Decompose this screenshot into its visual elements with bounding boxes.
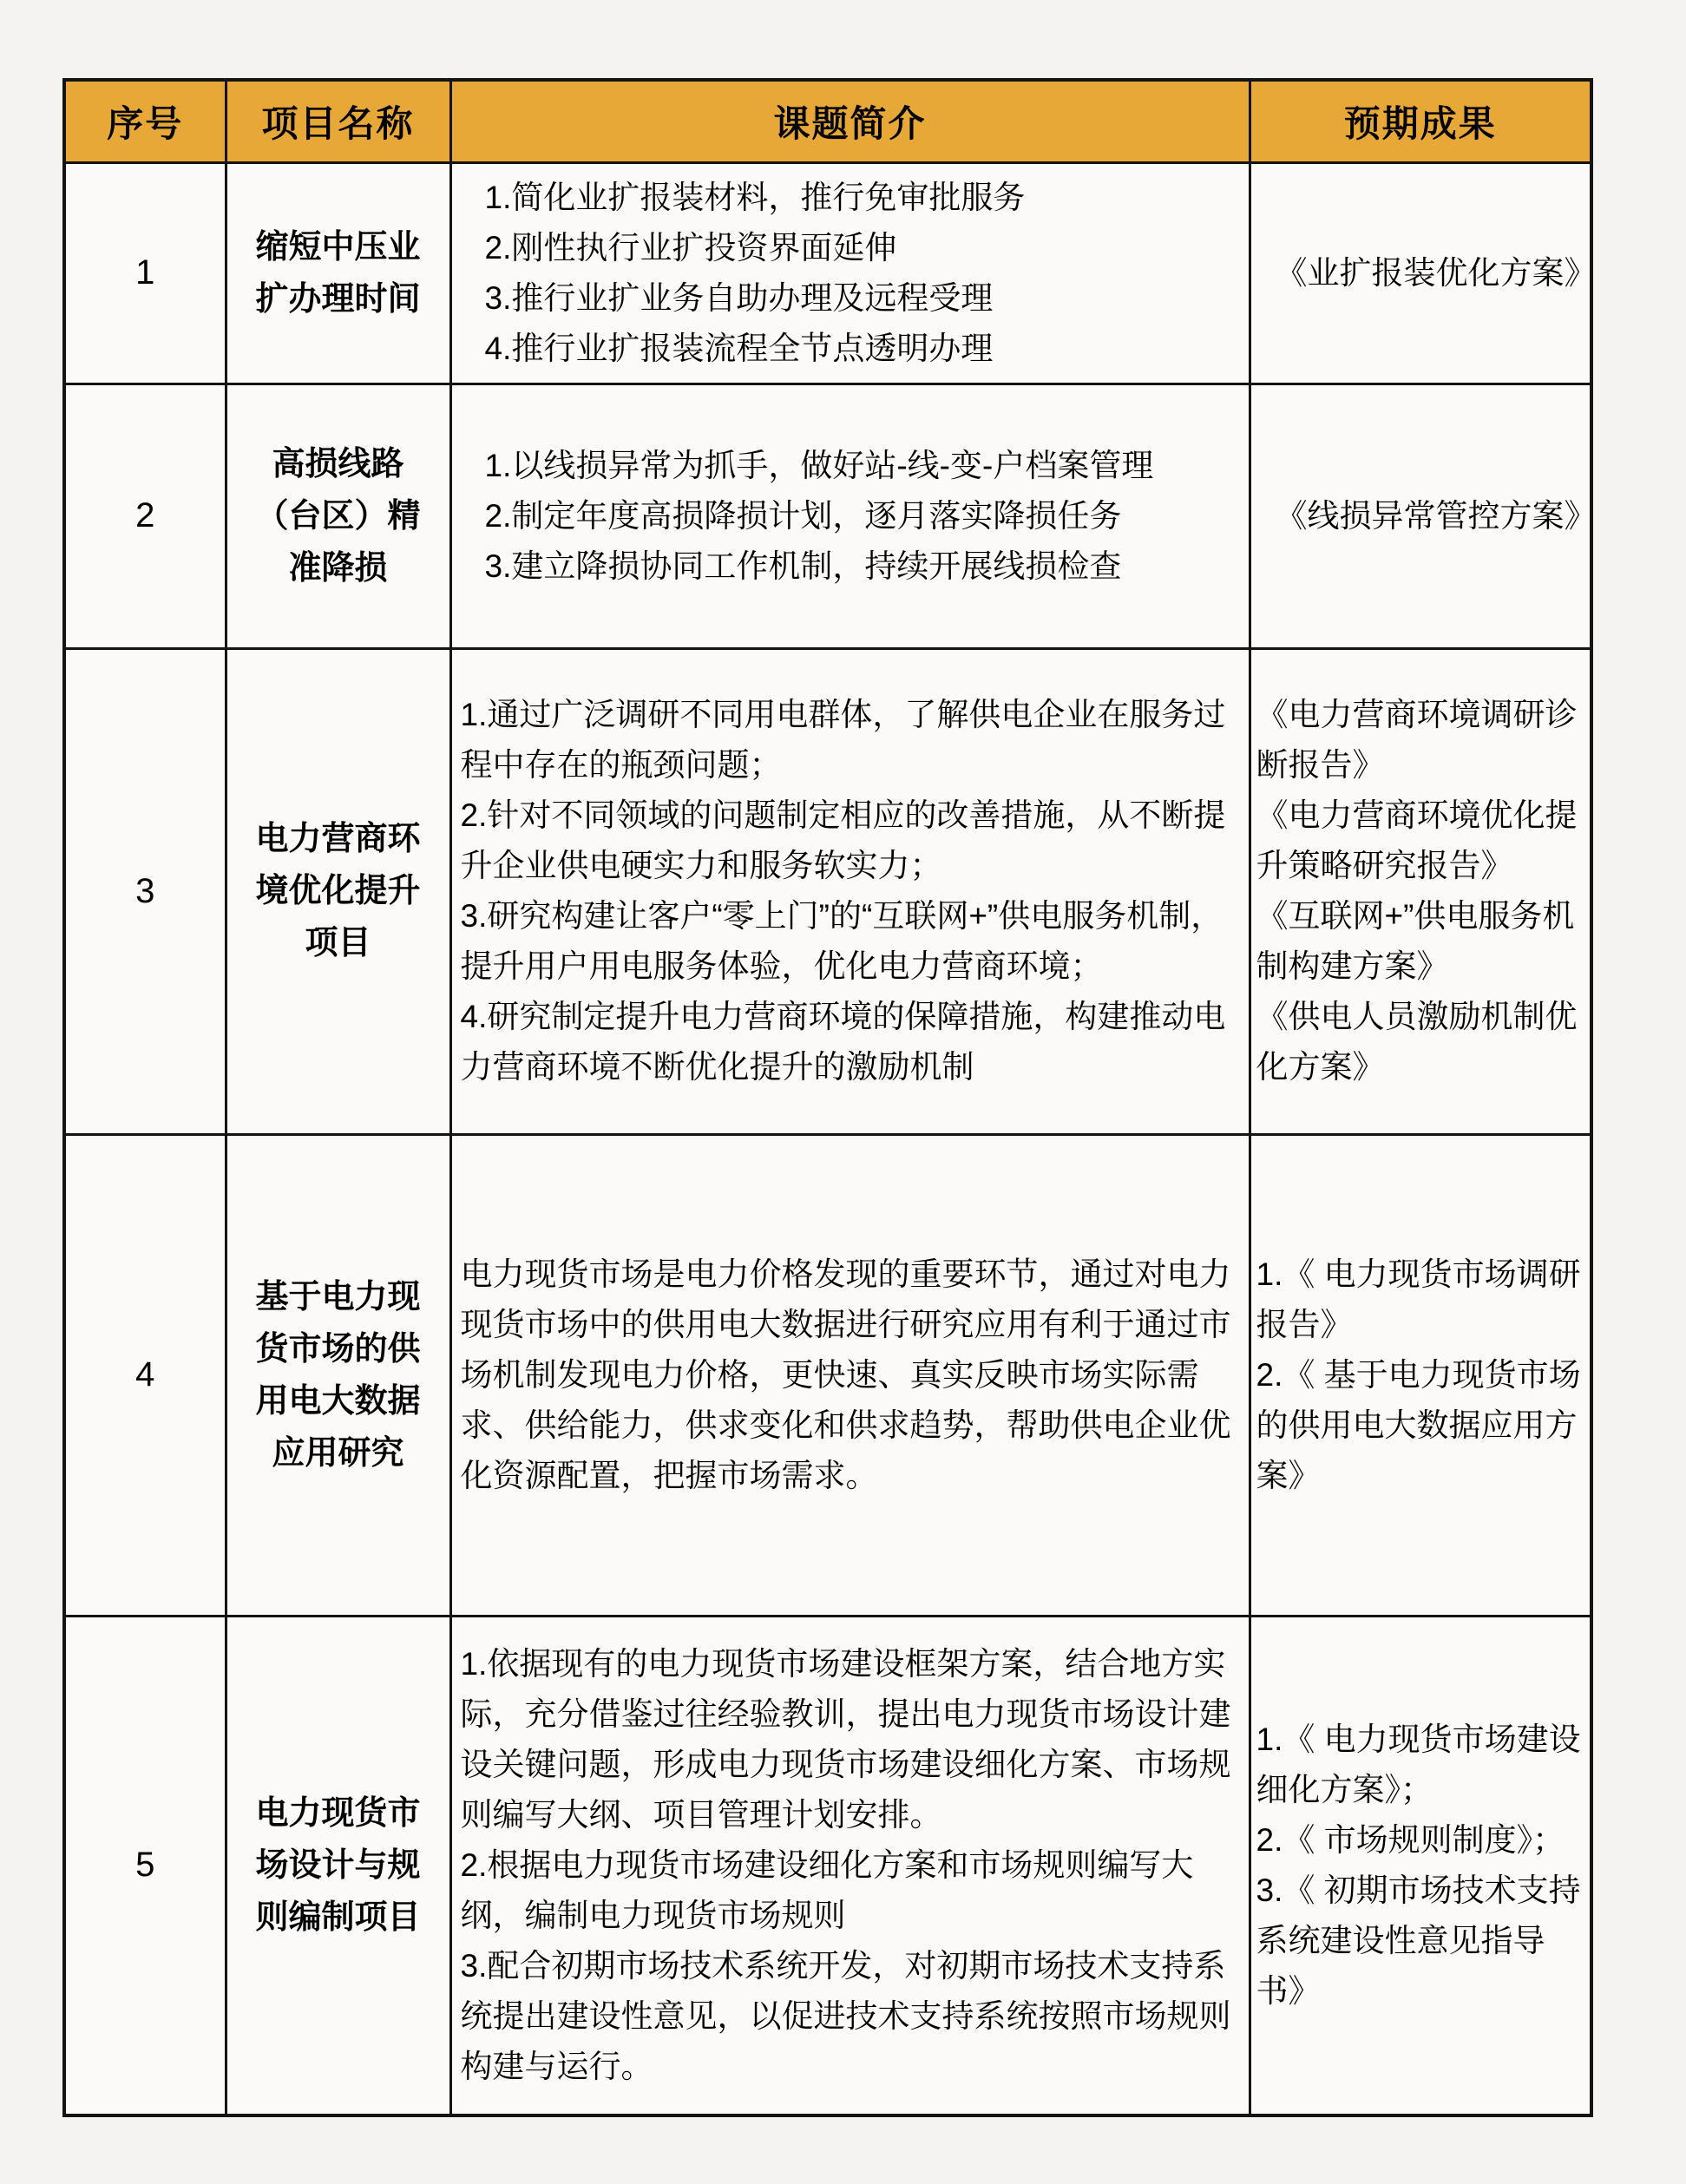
cell-expected-results — [1250, 1616, 1591, 2115]
intro-paragraph: 3.研究构建让客户“零上门”的“互联网+”供电服务机制，提升用户用电服务体验，优化电力营商环境； — [460, 898, 1223, 984]
cell-topic-intro — [450, 648, 1250, 1134]
table-row — [64, 1616, 1591, 2115]
cell-topic-intro — [450, 1616, 1250, 2115]
cell-serial: 3 — [64, 648, 226, 1134]
cell-project-name: 缩短中压业扩办理时间 — [226, 162, 450, 384]
intro-paragraph: 1.通过广泛调研不同用电群体，了解供电企业在服务过程中存在的瓶颈问题； — [460, 697, 1226, 783]
result-item: 《电力营商环境调研诊断报告》 — [1256, 697, 1578, 783]
cell-topic-intro — [450, 1134, 1250, 1616]
cell-topic-intro — [450, 162, 1250, 384]
projects-table — [62, 78, 1597, 2117]
table-row — [64, 1134, 1591, 1616]
intro-paragraph: 2.根据电力现货市场建设细化方案和市场规则编写大纲，编制电力现货市场规则 — [460, 1846, 1194, 1933]
cell-expected-results — [1250, 648, 1591, 1134]
intro-paragraph: 4.推行业扩报装流程全节点透明办理 — [484, 330, 994, 366]
intro-paragraph: 1.依据现有的电力现货市场建设框架方案，结合地方实际，充分借鉴过往经验教训，提出电力现货市场设计建设关键问题，形成电力现货市场建设细化方案、市场规则编写大纲、项目管理计划安排。 — [460, 1645, 1231, 1833]
cell-serial: 1 — [64, 162, 226, 384]
result-item: 《互联网+”供电服务机制构建方案》 — [1256, 898, 1575, 984]
table-row — [64, 384, 1591, 648]
intro-paragraph: 1.简化业扩报装材料，推行免审批服务 — [484, 179, 1026, 215]
table-row — [64, 648, 1591, 1134]
table-row — [64, 162, 1591, 384]
result-item: 2.《 市场规则制度》； — [1256, 1821, 1565, 1858]
intro-paragraph: 3.建立降损协同工作机制，持续开展线损检查 — [484, 548, 1122, 584]
result-item: 1.《 电力现货市场调研报告》 — [1256, 1256, 1581, 1342]
cell-expected-results — [1250, 162, 1597, 384]
result-item: 3.《 初期市场技术支持系统建设性意见指导书》 — [1256, 1872, 1581, 2009]
cell-serial: 5 — [64, 1616, 226, 2115]
cell-expected-results — [1250, 384, 1597, 648]
intro-paragraph: 电力现货市场是电力价格发现的重要环节，通过对电力现货市场中的供用电大数据进行研究应用有利于通过市场机制发现电力价格，更快速、真实反映市场实际需求、供给能力，供求变化和供求趋势，帮助供电企业优化资源配置，把握市场需求。 — [460, 1256, 1231, 1493]
table-header — [64, 80, 1591, 162]
cell-project-name: 高损线路（台区）精准降损 — [226, 384, 450, 648]
projects-table-container — [62, 78, 1597, 2117]
cell-serial: 4 — [64, 1134, 226, 1616]
intro-paragraph: 2.针对不同领域的问题制定相应的改善措施，从不断提升企业供电硬实力和服务软实力； — [460, 797, 1226, 883]
result-item: 《供电人员激励机制优化方案》 — [1256, 999, 1578, 1085]
intro-paragraph: 1.以线损异常为抓手，做好站-线-变-户档案管理 — [484, 447, 1154, 483]
intro-paragraph: 4.研究制定提升电力营商环境的保障措施，构建推动电力营商环境不断优化提升的激励机制 — [460, 999, 1226, 1085]
cell-expected-results — [1250, 1134, 1591, 1616]
result-item: 1.《 电力现货市场建设细化方案》； — [1256, 1721, 1581, 1807]
cell-project-name: 基于电力现货市场的供用电大数据应用研究 — [226, 1134, 450, 1616]
header-row — [64, 80, 1591, 162]
intro-paragraph: 3.配合初期市场技术系统开发，对初期市场技术支持系统提出建设性意见，以促进技术支持系统按照市场规则构建与运行。 — [460, 1947, 1231, 2084]
table-body — [64, 162, 1597, 2115]
cell-project-name: 电力现货市场设计与规则编制项目 — [226, 1616, 450, 2115]
header-serial: 序号 — [64, 80, 226, 162]
header-project-name: 项目名称 — [226, 80, 450, 162]
intro-paragraph: 3.推行业扩业务自助办理及远程受理 — [484, 279, 994, 316]
header-expected-results: 预期成果 — [1250, 80, 1591, 162]
result-item: 《业扩报装优化方案》 — [1275, 254, 1597, 291]
intro-paragraph: 2.刚性执行业扩投资界面延伸 — [484, 229, 897, 266]
cell-serial: 2 — [64, 384, 226, 648]
cell-topic-intro — [450, 384, 1250, 648]
header-topic-intro: 课题简介 — [450, 80, 1250, 162]
result-item: 2.《 基于电力现货市场的供用电大数据应用方案》 — [1256, 1356, 1581, 1493]
result-item: 《电力营商环境优化提升策略研究报告》 — [1256, 797, 1578, 883]
result-item: 《线损异常管控方案》 — [1275, 497, 1597, 534]
intro-paragraph: 2.制定年度高损降损计划，逐月落实降损任务 — [484, 497, 1122, 534]
cell-project-name: 电力营商环境优化提升项目 — [226, 648, 450, 1134]
